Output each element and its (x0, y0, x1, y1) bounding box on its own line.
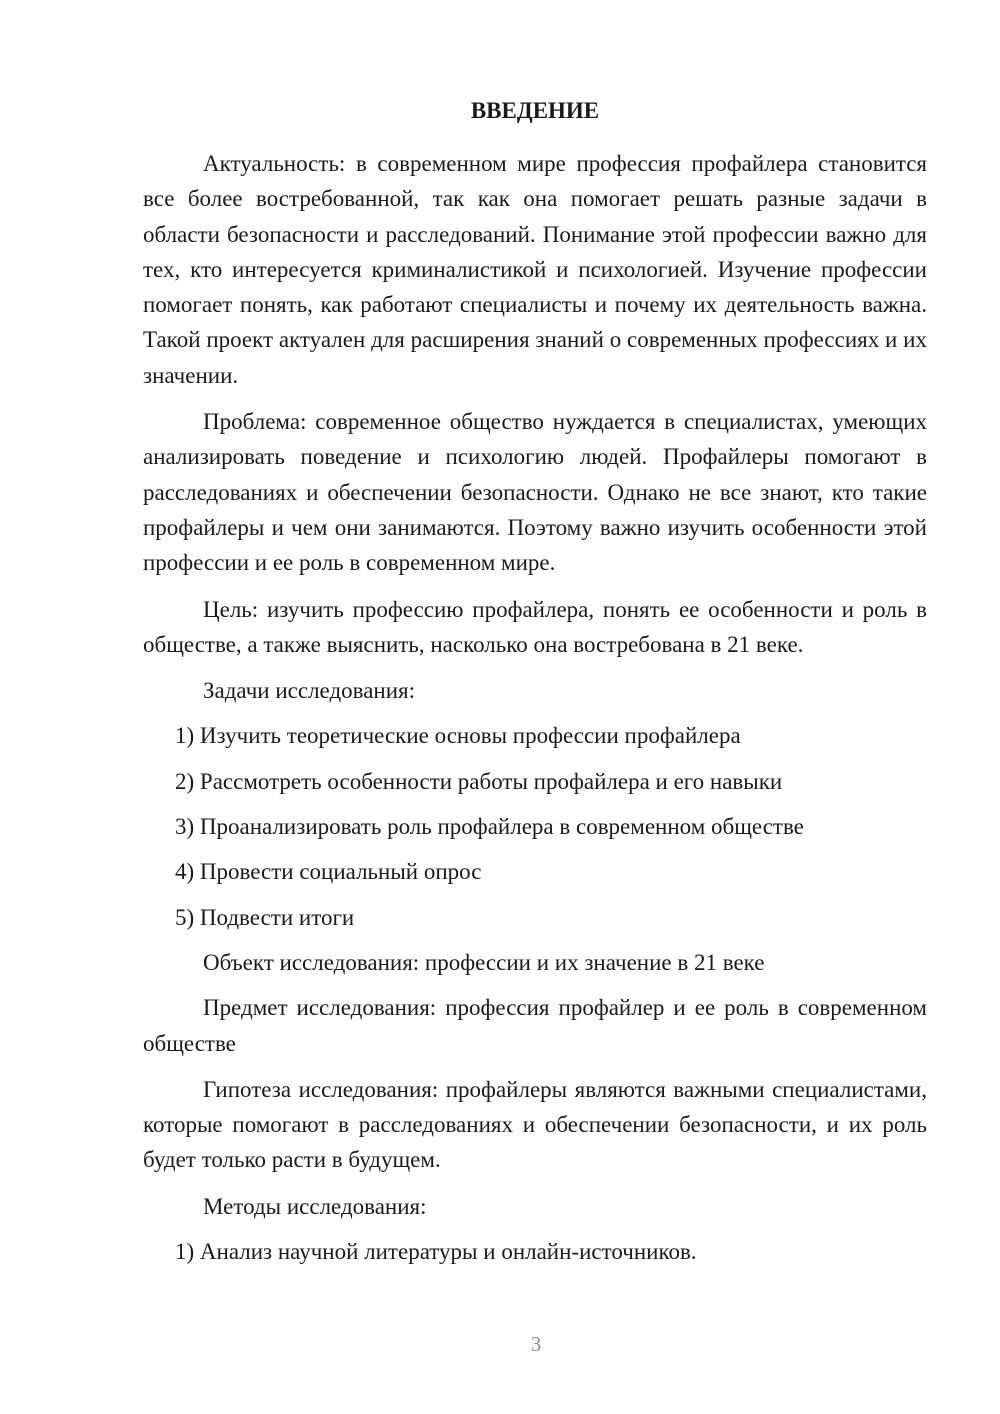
method-item: 1) Анализ научной литературы и онлайн-источников. (175, 1239, 697, 1265)
subject-paragraph: Предмет исследования: профессия профайлер и ее роль в современном обществе (143, 995, 927, 1056)
tasks-heading: Задачи исследования: (203, 678, 416, 704)
task-item: 5) Подвести итоги (175, 904, 355, 930)
section-title: ВВЕДЕНИЕ (470, 98, 600, 123)
task-item: 4) Провести социальный опрос (175, 859, 482, 885)
goal-paragraph: Цель: изучить профессию профайлера, понять ее особенности и роль в обществе, а также выяснить, насколько она востребована в 21 веке. (143, 596, 927, 657)
task-item: 1) Изучить теоретические основы профессии профайлера (175, 723, 741, 749)
task-item: 2) Рассмотреть особенности работы профайлера и его навыки (175, 768, 783, 794)
page-content (143, 94, 927, 1279)
task-item: 3) Проанализировать роль профайлера в современном обществе (175, 814, 804, 840)
hypothesis-paragraph: Гипотеза исследования: профайлеры являются важными специалистами, которые помогают в расследованиях и обеспечении безопасности, и их роль будет только расти в будущем. (143, 1076, 927, 1173)
problem-paragraph: Проблема: современное общество нуждается в специалистах, умеющих анализировать поведение и психологию людей. Профайлеры помогают в расследованиях и обеспечении безопасности. Однако не все знают, кто такие профайлеры и чем они занимаются. Поэтому важно изучить особенности этой профессии и ее роль в современном мире. (143, 409, 927, 576)
relevance-paragraph: Актуальность: в современном мире профессия профайлера становится все более востребованной, так как она помогает решать разные задачи в области безопасности и расследований. Понимание этой профессии важно для тех, кто интересуется криминалистикой и психологией. Изучение профессии помогает понять, как работают специалисты и почему их деятельность важна. Такой проект актуален для расширения знаний о современных профессиях и их значении. (143, 151, 927, 388)
object-line: Объект исследования: профессии и их значение в 21 веке (203, 949, 765, 975)
methods-heading: Методы исследования: (203, 1193, 427, 1219)
page-number: 3 (530, 1332, 542, 1356)
